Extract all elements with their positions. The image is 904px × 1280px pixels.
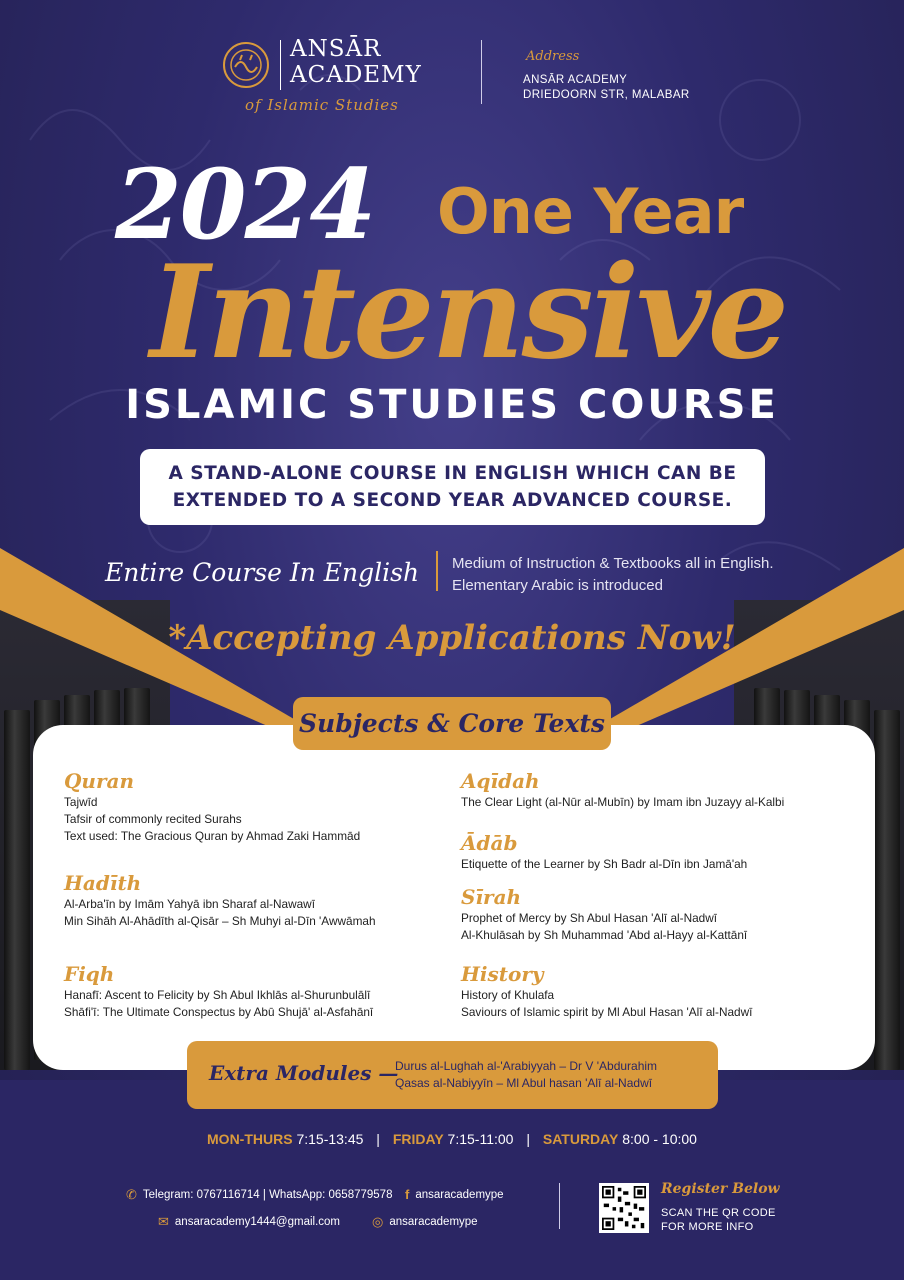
section-quran: [64, 768, 360, 845]
entire-divider: [436, 551, 438, 591]
section-fiqh: [64, 961, 373, 1021]
phone-contact[interactable]: [126, 1187, 392, 1203]
section-line: Saviours of Islamic spirit by Ml Abul Hasan 'Alī al-Nadwī: [461, 1005, 753, 1019]
brand-subtitle: of Islamic Studies: [245, 96, 399, 114]
section-title: Aqīdah: [461, 769, 540, 793]
accepting-applications: *Accepting Applications Now!: [168, 618, 736, 658]
section-line: Text used: The Gracious Quran by Ahmad Zaki Hammād: [64, 829, 361, 843]
section-line: Al-Arba'īn by Imām Yahyā ibn Sharaf al-Nawawī: [64, 897, 315, 911]
intensive-title: Intensive: [150, 238, 787, 388]
section-line: Tafsir of commonly recited Surahs: [64, 812, 242, 826]
section-title: Fiqh: [64, 962, 115, 986]
section-line: Prophet of Mercy by Sh Abul Hasan 'Alī al-Nadwī: [461, 911, 718, 925]
schedule: [0, 1131, 904, 1147]
year-title: 2024: [115, 148, 375, 261]
section-sirah: [461, 884, 747, 944]
section-aqidah: [461, 768, 784, 811]
subjects-title: Subjects & Core Texts: [293, 697, 611, 750]
section-title: Hadīth: [64, 871, 142, 895]
schedule-separator: |: [376, 1131, 380, 1147]
section-line: Tajwīd: [64, 795, 98, 809]
brand-name: [290, 36, 422, 88]
address-line1: ANSĀR ACADEMY: [523, 74, 628, 86]
medium-line2: Elementary Arabic is introduced: [452, 577, 663, 594]
one-year-title: One Year: [437, 175, 744, 248]
schedule-day: SATURDAY: [542, 1131, 619, 1147]
scan-line2: FOR MORE INFO: [661, 1221, 754, 1233]
facebook-link[interactable]: [405, 1187, 504, 1202]
academy-logo-icon: [221, 40, 271, 90]
facebook-text: ansaracademype: [415, 1188, 504, 1201]
header-divider: [481, 40, 482, 104]
section-line: Etiquette of the Learner by Sh Badr al-Dīn ibn Jamā'ah: [461, 857, 748, 871]
extra-module-line: Qasas al-Nabiyyīn – Ml Abul hasan 'Alī al-Nadwī: [395, 1076, 653, 1090]
section-line: Al-Khulāsah by Sh Muhammad 'Abd al-Hayy al-Kattānī: [461, 928, 748, 942]
medium-line1: Medium of Instruction & Textbooks all in English.: [452, 555, 774, 572]
brand-line1: ANSĀR: [290, 36, 382, 62]
section-adab: [461, 830, 747, 873]
section-line: Min Sihāh Al-Ahādīth al-Qisār – Sh Muhyi al-Dīn 'Awwāmah: [64, 914, 376, 928]
entire-course-text: Entire Course In English: [105, 558, 420, 587]
schedule-separator: |: [526, 1131, 530, 1147]
book: [4, 710, 30, 1070]
brand-divider: [280, 40, 281, 90]
email-link[interactable]: [158, 1214, 340, 1230]
section-title: Ādāb: [461, 831, 518, 855]
extra-module-line: Durus al-Lughah al-'Arabiyyah – Dr V 'Abdurahim: [395, 1059, 658, 1073]
section-line: History of Khulafa: [461, 988, 555, 1002]
standalone-banner: [140, 449, 765, 525]
instagram-text: ansaracademype: [389, 1216, 478, 1228]
email-text: ansaracademy1444@gmail.com: [174, 1216, 340, 1228]
footer-background: [0, 1080, 904, 1280]
schedule-time: 7:15-13:45: [296, 1131, 364, 1147]
register-label: Register Below: [661, 1181, 780, 1197]
schedule-day: FRIDAY: [392, 1131, 444, 1147]
section-hadith: [64, 870, 376, 930]
section-title: History: [461, 962, 544, 986]
footer-divider: [559, 1183, 560, 1229]
section-history: [461, 961, 752, 1021]
section-title: Sīrah: [461, 885, 522, 909]
instagram-icon: ◎: [372, 1214, 384, 1229]
standalone-line2: EXTENDED TO A SECOND YEAR ADVANCED COURSE.: [172, 490, 733, 511]
schedule-time: 7:15-11:00: [447, 1131, 514, 1147]
standalone-line1: A STAND-ALONE COURSE IN ENGLISH WHICH CAN BE: [168, 463, 737, 484]
scan-line1: SCAN THE QR CODE: [661, 1207, 776, 1219]
extra-modules-box: [187, 1041, 718, 1109]
section-line: The Clear Light (al-Nūr al-Mubīn) by Imam ibn Juzayy al-Kalbi: [461, 795, 785, 809]
instagram-link[interactable]: [372, 1214, 478, 1230]
facebook-icon: f: [405, 1187, 410, 1202]
schedule-day: MON-THURS: [207, 1131, 293, 1147]
schedule-time: 8:00 - 10:00: [622, 1131, 697, 1147]
section-line: Hanafī: Ascent to Felicity by Sh Abul Ikhlās al-Shurunbulālī: [64, 988, 371, 1002]
address-line2: DRIEDOORN STR, MALABAR: [523, 89, 690, 101]
extra-modules-title: Extra Modules —: [209, 1061, 399, 1085]
email-icon: ✉: [158, 1214, 169, 1229]
phone-icon: ✆: [126, 1187, 137, 1202]
book: [874, 710, 900, 1070]
address-label: Address: [526, 49, 580, 64]
brand-line2: ACADEMY: [290, 62, 422, 88]
course-title: ISLAMIC STUDIES COURSE: [125, 382, 779, 428]
phone-text: Telegram: 0767116714 | WhatsApp: 0658779578: [142, 1189, 393, 1201]
section-line: Shāfi'ī: The Ultimate Conspectus by Abū Shujā' al-Asfahānī: [64, 1005, 374, 1019]
section-title: Quran: [64, 769, 134, 793]
qr-code-icon[interactable]: [599, 1183, 649, 1233]
